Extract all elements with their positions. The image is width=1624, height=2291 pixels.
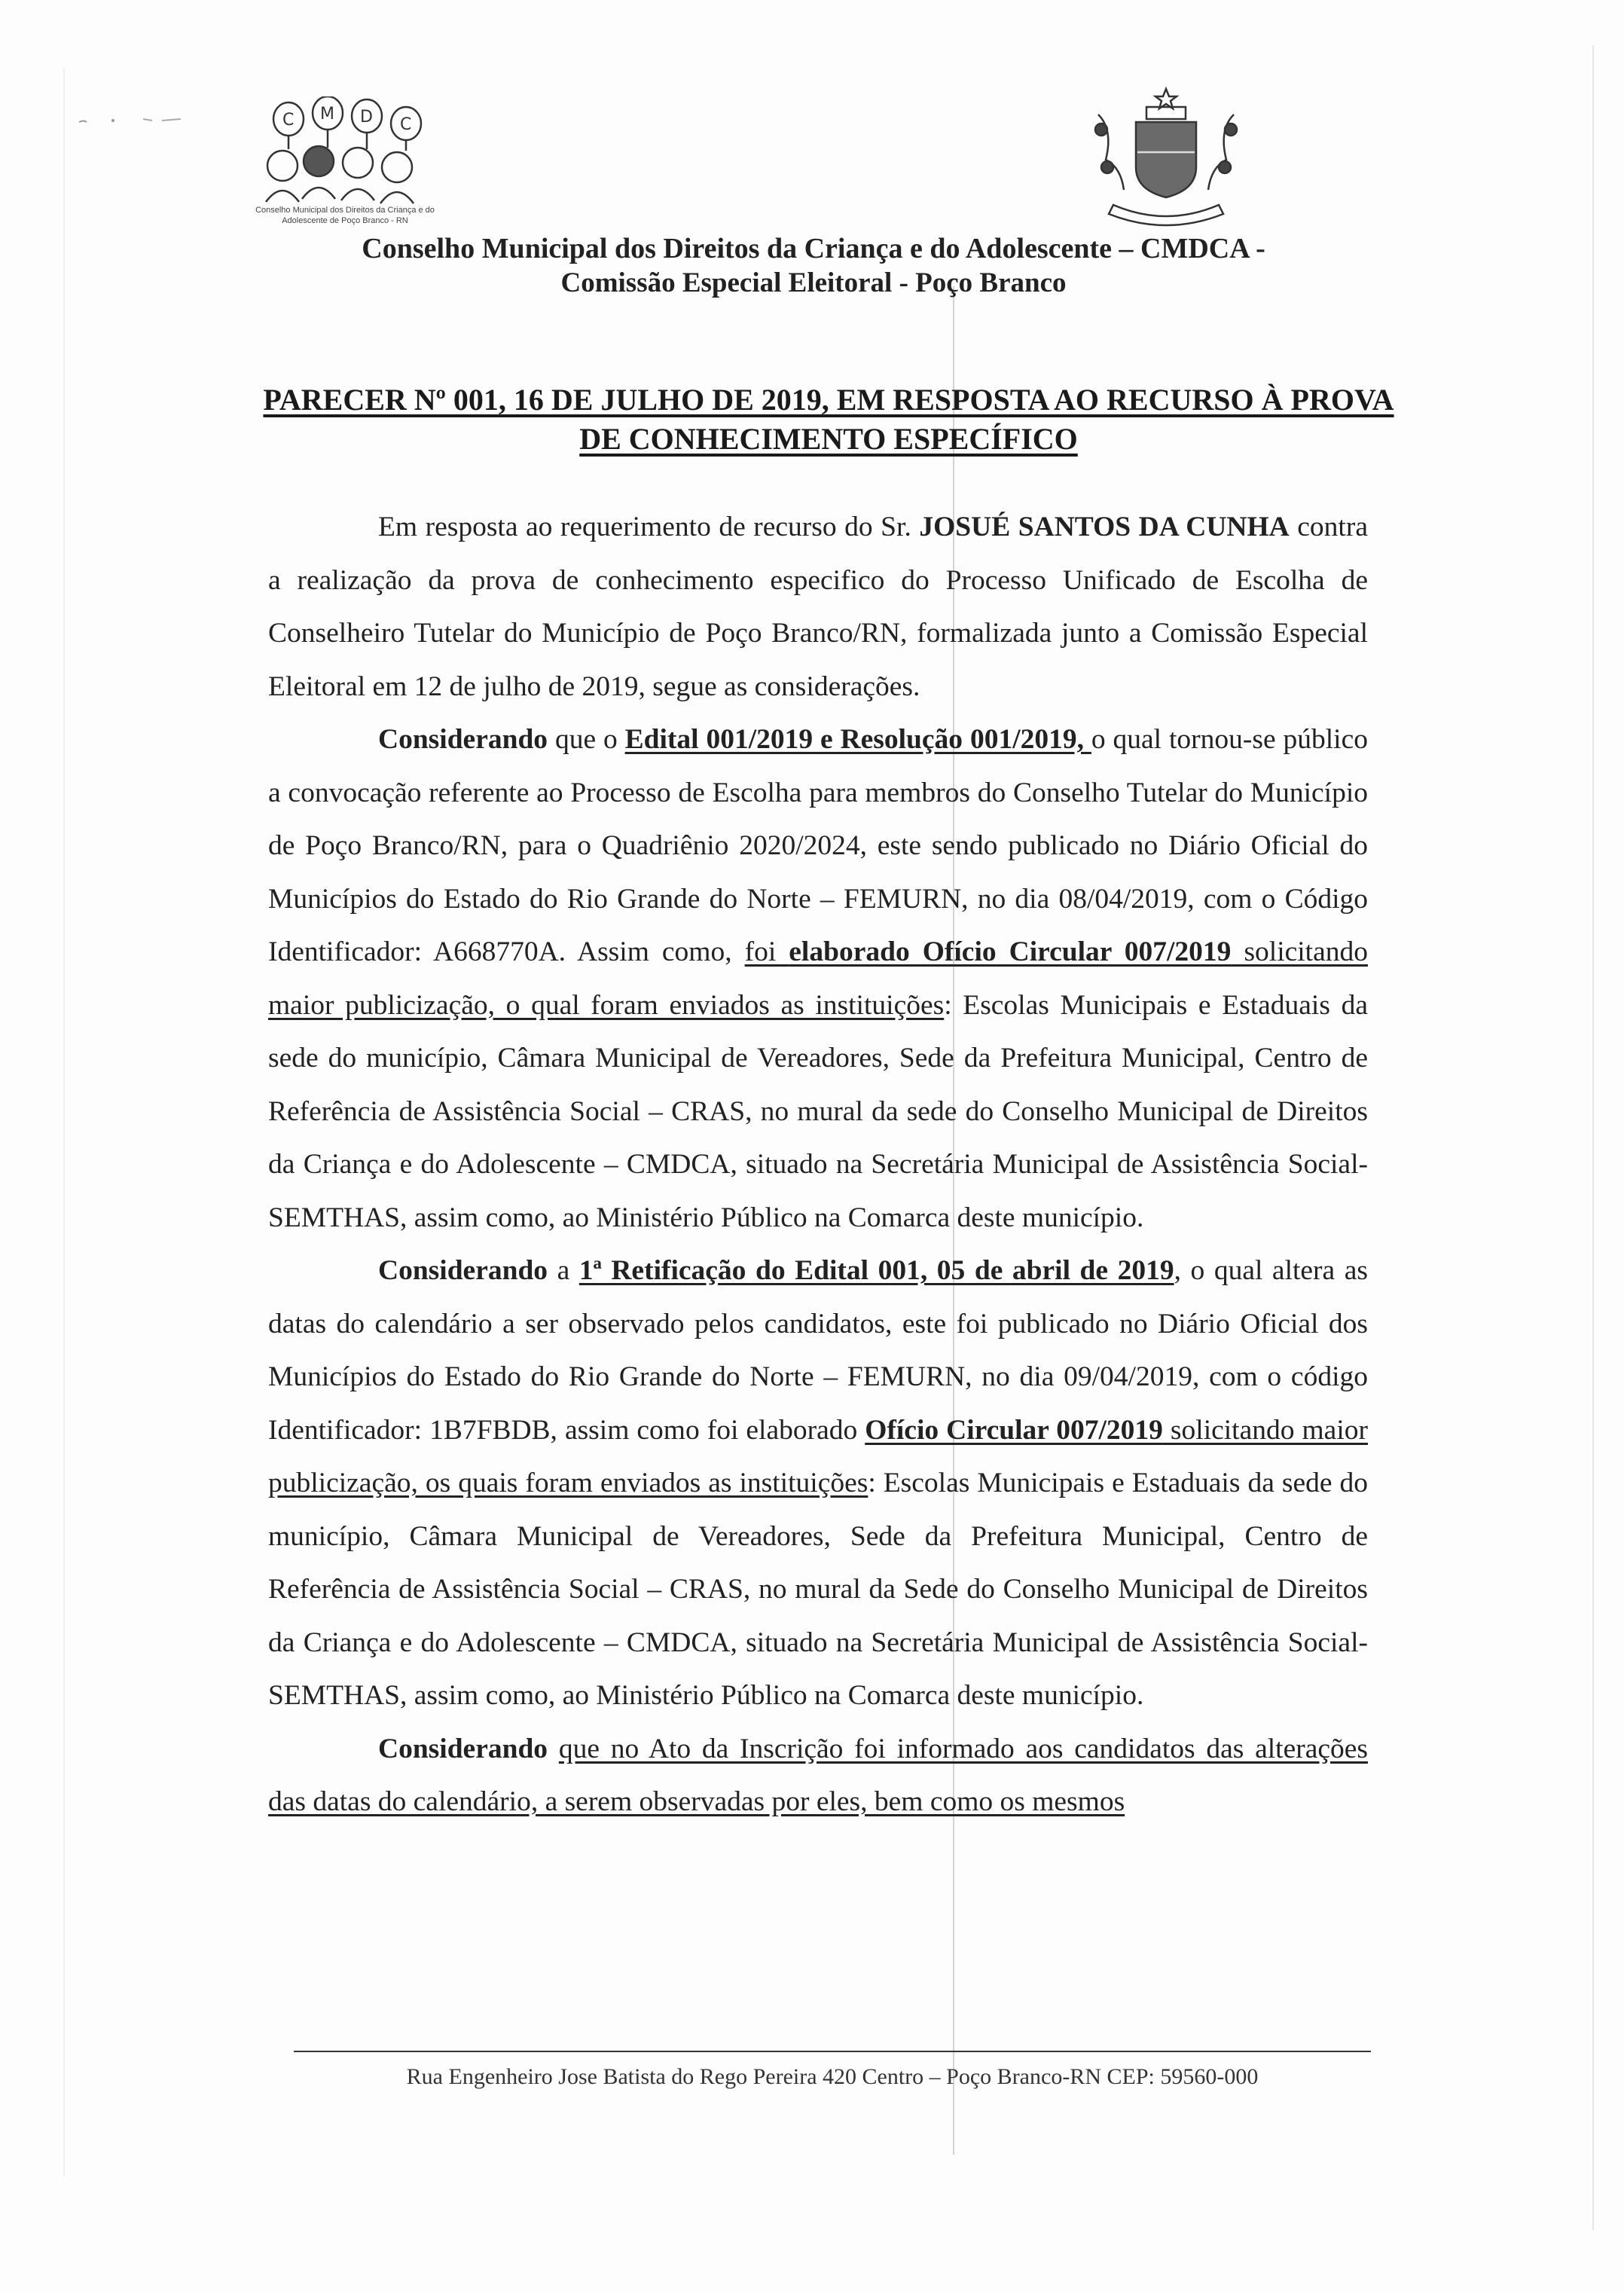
text: : Escolas Municipais e Estaduais da sede do município, Câmara Municipal de Vereadores, Sede da Prefeitura Municipal, Centro de Referência de Assistência Social – CRAS, no mural da sede do Conselho Municipal de Direitos da Criança e do Adolescente – CMDCA, situado na Secretária Municipal de Assistência Social- SEMTHAS, assim como, ao Ministério Público na Comarca deste município. [268, 989, 1368, 1233]
considerando-lead: Considerando [378, 1255, 548, 1286]
text: Em resposta ao requerimento de recurso do Sr. [378, 512, 920, 542]
underlined-text: que no Ato da Inscrição foi informado aos candidatos das alterações das datas do calendário, a serem observadas por eles, bem como os mesmos [268, 1733, 1369, 1817]
document-body [268, 501, 1368, 1829]
svg-text:D: D [360, 108, 373, 127]
scan-edge-left [63, 68, 65, 2177]
logo-left-caption: Conselho Municipal dos Direitos da Criança e do Adolescente de Poço Branco - RN [255, 206, 435, 225]
text: , o qual altera as datas do calendário a ser observado pelos candidatos, este foi publicado no Diário Oficial dos Municípios do Estado do Rio Grande do Norte – FEMURN, no dia 09/04/2019, com o código Identificador: 1B7FBDB, assim como foi elaborado [268, 1255, 1368, 1446]
text [548, 1734, 559, 1764]
underlined-text: solicitando maior publicização, o qual foram enviados as instituições [268, 936, 1368, 1021]
text: que o [548, 724, 625, 755]
underlined-text: foi [744, 936, 789, 967]
scan-edge-right [1592, 45, 1594, 2230]
header-title: Conselho Municipal dos Direitos da Criança e do Adolescente – CMDCA - [362, 233, 1265, 264]
text: o qual tornou-se público a convocação referente ao Processo de Escolha para membros do Conselho Tutelar do Município de Poço Branco/RN, para o Quadriênio 2020/2024, este sendo publicado no Diário Oficial do Municípios do Estado do Rio Grande do Norte – FEMURN, no dia 08/04/2019, com o Código Identificador: A668770A. Assim como, [268, 724, 1368, 967]
considerando-lead: Considerando [378, 1733, 548, 1764]
paragraph-3 [268, 1245, 1368, 1723]
svg-text:M: M [320, 105, 334, 124]
text: a [548, 1255, 579, 1286]
svg-text:C: C [282, 111, 295, 130]
footer-divider [294, 2051, 1371, 2052]
paragraph-4 [268, 1723, 1368, 1829]
scan-stray-marks [72, 105, 215, 136]
underlined-text: solicitando maior publicização, os quais foram enviados as instituições [268, 1414, 1368, 1498]
municipal-coat-of-arms-icon [1083, 84, 1249, 228]
footer-address: Rua Engenheiro Jose Batista do Rego Pereira 420 Centro – Poço Branco-RN CEP: 59560-000 [406, 2064, 1259, 2089]
text: : Escolas Municipais e Estaduais da sede do município, Câmara Municipal de Vereadores, Sede da Prefeitura Municipal, Centro de Referência de Assistência Social – CRAS, no mural da Sede do Conselho Municipal de Direitos da Criança e do Adolescente – CMDCA, situado na Secretária Municipal de Assistência Social- SEMTHAS, assim como, ao Ministério Público na Comarca deste município. [268, 1468, 1369, 1711]
edital-reference: Edital 001/2019 e Resolução 001/2019, [624, 724, 1091, 755]
appellant-name: JOSUÉ SANTOS DA CUNHA [919, 512, 1290, 542]
considerando-lead: Considerando [378, 724, 548, 755]
text: contra a realização da prova de conhecimento especifico do Processo Unificado de Escolha de Conselheiro Tutelar do Município de Poço Branco/RN, formalizada junto a Comissão Especial Eleitoral em 12 de julho de 2019, segue as considerações. [268, 512, 1368, 702]
oficio-reference: Ofício Circular 007/2019 [865, 1414, 1163, 1446]
document-title: PARECER Nº 001, 16 DE JULHO DE 2019, EM RESPOSTA AO RECURSO À PROVA DE CONHECIMENTO ESPECÍFICO [263, 383, 1394, 456]
retificacao-reference: 1ª Retificação do Edital 001, 05 de abril de 2019 [578, 1255, 1174, 1286]
header-subtitle: Comissão Especial Eleitoral - Poço Branco [560, 267, 1067, 298]
paragraph-1 [268, 501, 1368, 713]
svg-text:C: C [400, 115, 412, 134]
paragraph-2 [268, 713, 1368, 1245]
oficio-reference: elaborado Ofício Circular 007/2019 [789, 936, 1232, 967]
